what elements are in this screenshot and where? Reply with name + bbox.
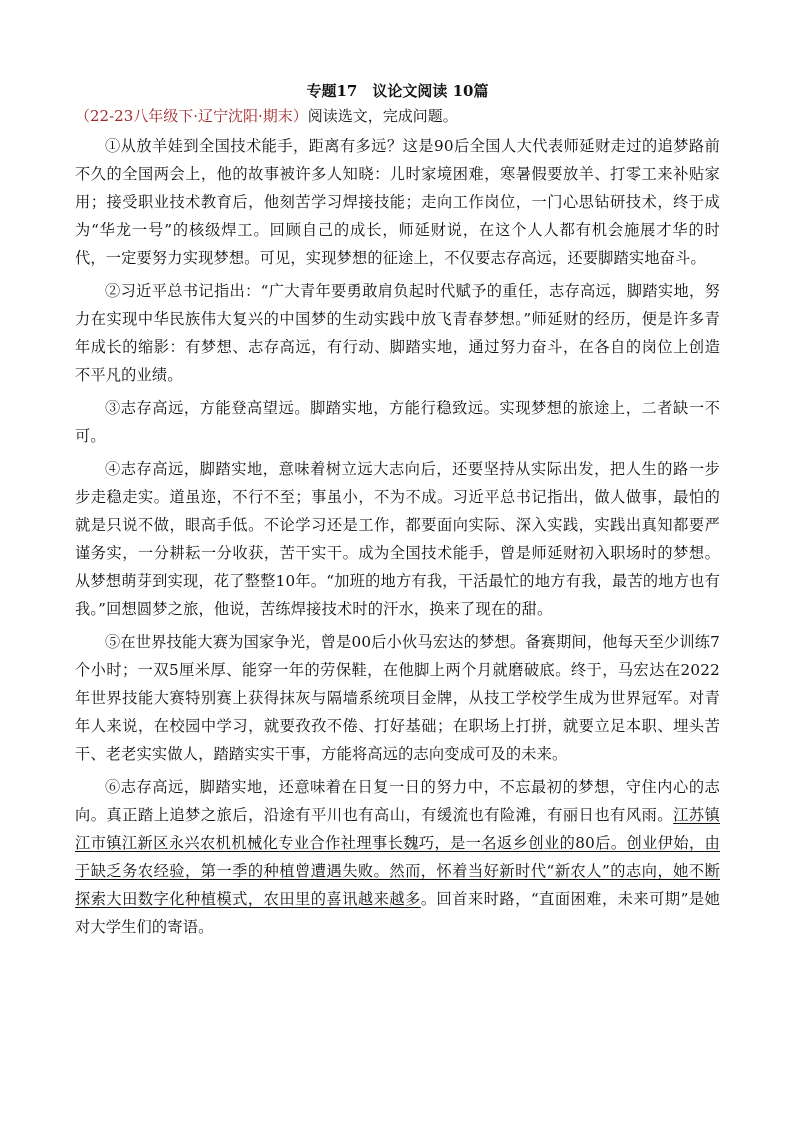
paragraph-number: ① bbox=[105, 137, 121, 155]
paragraph-2 bbox=[75, 277, 720, 389]
paragraph-5 bbox=[75, 628, 720, 768]
question-instruction: 阅读选文，完成问题。 bbox=[307, 107, 458, 125]
document-title: 专题17 议论文阅读 10篇 bbox=[306, 82, 489, 100]
paragraph-number: ③ bbox=[105, 399, 121, 417]
paragraph-1 bbox=[75, 132, 720, 272]
paragraph-number: ④ bbox=[105, 460, 121, 478]
paragraph-text: 志存高远，方能登高望远。脚踏实地，方能行稳致远。实现梦想的旅途上，二者缺一不可。 bbox=[75, 399, 720, 445]
paragraph-number: ⑤ bbox=[105, 633, 121, 651]
paragraph-text: 习近平总书记指出：“广大青年要勇敢肩负起时代赋予的重任，志存高远，脚踏实地，努力在实现中华民族伟大复兴的中国梦的生动实践中放飞青春梦想。”师延财的经历，便是许多青年成长的缩影：有梦想、志存高远，有行动、脚踏实地，通过努力奋斗，在各自的岗位上创造不平凡的业绩。 bbox=[75, 282, 720, 384]
paragraph-number: ② bbox=[105, 282, 121, 300]
paragraph-text: 从放羊娃到全国技术能手，距离有多远？这是90后全国人大代表师延财走过的追梦路前不久的全国两会上，他的故事被许多人知晓：儿时家境困难，寒暑假要放羊、打零工来补贴家用；接受职业技术教育后，他刻苦学习焊接技能；走向工作岗位，一门心思钻研技术，终于成为“华龙一号”的核级焊工。回顾自己的成长，师延财说，在这个人人都有机会施展才华的时代，一定要努力实现梦想。可见，实现梦想的征途上，不仅要志存高远，还要脚踏实地奋斗。 bbox=[75, 137, 720, 267]
paragraph-4 bbox=[75, 455, 720, 623]
paragraph-number: ⑥ bbox=[105, 778, 121, 796]
paragraph-text: 志存高远，脚踏实地，还意味着在日复一日的努力中，不忘最初的梦想，守住内心的志向。真正踏上追梦之旅后，沿途有平川也有高山，有缓流也有险滩，有丽日也有风雨。 bbox=[75, 778, 720, 824]
paragraph-text: 在世界技能大赛为国家争光，曾是00后小伙马宏达的梦想。备赛期间，他每天至少训练7个小时；一双5厘米厚、能穿一年的劳保鞋，在他脚上两个月就磨破底。终于，马宏达在2022年世界技能大赛特别赛上获得抹灰与隔墙系统项目金牌，从技工学校学生成为世界冠军。对青年人来说，在校园中学习，就要孜孜不倦、打好基础；在职场上打拼，就要立足本职、埋头苦干、老老实实做人，踏踏实实干事，方能将高远的志向变成可及的未来。 bbox=[75, 633, 720, 763]
question-intro bbox=[75, 104, 720, 128]
underlined-sentence: 江苏镇江市镇江新区永兴农机机械化专业合作社理事长魏巧，是一名返乡创业的80后。创业伊始，由于缺乏务农经验，第一季的种植曾遭遇失败。然而，怀着当好新时代“新农人”的志向，她不断探索大田数字化种植模式，农田里的喜讯越来越多 bbox=[75, 806, 720, 908]
paragraph-6 bbox=[75, 773, 720, 941]
document-page bbox=[75, 80, 720, 946]
paragraph-text: 志存高远，脚踏实地，意味着树立远大志向后，还要坚持从实际出发，把人生的路一步步走稳走实。道虽迩，不行不至；事虽小，不为不成。习近平总书记指出，做人做事，最怕的就是只说不做，眼高手低。不论学习还是工作，都要面向实际、深入实践，实践出真知都要严谨务实，一分耕耘一分收获，苦干实干。成为全国技术能手，曾是师延财初入职场时的梦想。从梦想萌芽到实现，花了整整10年。“加班的地方有我，干活最忙的地方有我，最苦的地方也有我。”回想圆梦之旅，他说，苦练焊接技术时的汗水，换来了现在的甜。 bbox=[75, 460, 720, 618]
paragraph-3 bbox=[75, 394, 720, 450]
paragraph-text-end: 。回首来时路，“直面困难，未来可期”是她对大学生们的寄语。 bbox=[75, 890, 721, 936]
question-source: （22-23八年级下·辽宁沈阳·期末） bbox=[75, 107, 308, 125]
